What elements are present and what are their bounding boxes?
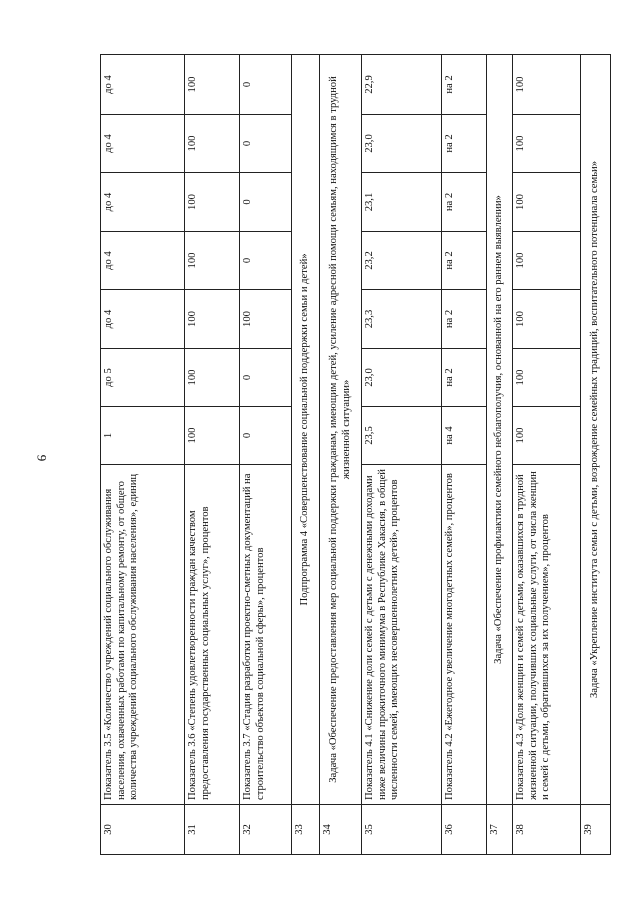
indicator-value: 22,9: [362, 55, 442, 115]
table-row: [320, 55, 362, 855]
indicator-value: 100: [513, 232, 581, 290]
indicator-value: 0: [240, 407, 292, 465]
row-number: 37: [487, 805, 513, 855]
indicator-value: 0: [240, 173, 292, 232]
indicator-label: Показатель 4.3 «Доля женщин и семей с детьми, оказавшихся в трудной жизненной ситуации, получивших социальные услуги, от числа женщин и семей с детьми, обратившихся за их получением», процентов: [513, 465, 581, 805]
indicator-value: 23,0: [362, 115, 442, 173]
table-row: [362, 55, 442, 855]
table-row: [442, 55, 487, 855]
indicator-value: до 4: [101, 55, 185, 115]
table-row: [101, 55, 185, 855]
table-row: [513, 55, 581, 855]
indicator-value: 0: [240, 115, 292, 173]
indicator-value: 100: [185, 290, 240, 349]
indicator-value: 100: [513, 55, 581, 115]
row-number: 36: [442, 805, 487, 855]
indicators-table: [100, 54, 611, 855]
row-number: 33: [292, 805, 320, 855]
indicator-value: 23,3: [362, 290, 442, 349]
indicator-value: на 2: [442, 115, 487, 173]
table-row: [581, 55, 611, 855]
indicator-value: 100: [513, 349, 581, 407]
table-row: [185, 55, 240, 855]
indicator-value: 100: [240, 290, 292, 349]
indicator-value: 100: [185, 173, 240, 232]
indicator-value: 100: [185, 349, 240, 407]
section-heading: Задача «Обеспечение предоставления мер социальной поддержки гражданам, имеющим детей, усиление адресной помощи семьям, находящимся в трудной жизненной ситуации»: [320, 55, 362, 805]
indicator-value: 100: [513, 290, 581, 349]
indicator-value: 1: [101, 407, 185, 465]
indicator-label: Показатель 4.2 «Ежегодное увеличение многодетных семей», процентов: [442, 465, 487, 805]
indicator-label: Показатель 3.6 «Степень удовлетворенности граждан качеством предоставления государственных социальных услуг», процентов: [185, 465, 240, 805]
indicator-label: Показатель 3.7 «Стадия разработки проектно-сметных документаций на строительство объектов социальной сферы», процентов: [240, 465, 292, 805]
indicator-value: на 2: [442, 173, 487, 232]
row-number: 32: [240, 805, 292, 855]
row-number: 39: [581, 805, 611, 855]
indicator-value: 23,5: [362, 407, 442, 465]
indicator-value: 23,2: [362, 232, 442, 290]
indicator-value: на 4: [442, 407, 487, 465]
indicator-value: 23,0: [362, 349, 442, 407]
indicator-value: 100: [185, 407, 240, 465]
indicator-value: 100: [185, 232, 240, 290]
indicator-value: 0: [240, 349, 292, 407]
table-row: [292, 55, 320, 855]
indicator-value: 100: [513, 407, 581, 465]
page-number: 9: [34, 454, 50, 462]
row-number: 31: [185, 805, 240, 855]
indicator-value: 0: [240, 232, 292, 290]
section-heading: Задача «Укрепление института семьи с детьми, возрождение семейных традиций, воспитательного потенциала семьи»: [581, 55, 611, 805]
indicator-value: до 4: [101, 290, 185, 349]
row-number: 38: [513, 805, 581, 855]
table-body: [101, 55, 611, 855]
table-row: [487, 55, 513, 855]
indicator-value: на 2: [442, 55, 487, 115]
table-row: [240, 55, 292, 855]
indicator-value: 0: [240, 55, 292, 115]
indicator-value: 100: [185, 55, 240, 115]
indicator-value: на 2: [442, 349, 487, 407]
indicator-value: на 2: [442, 290, 487, 349]
indicator-value: 100: [185, 115, 240, 173]
indicator-value: 100: [513, 173, 581, 232]
indicator-label: Показатель 3.5 «Количество учреждений социального обслуживания населения, охваченных работами по капитальному ремонту, от общего количества учреждений социального обслуживания населения», единиц: [101, 465, 185, 805]
indicator-value: до 4: [101, 173, 185, 232]
row-number: 34: [320, 805, 362, 855]
row-number: 30: [101, 805, 185, 855]
indicator-label: Показатель 4.1 «Снижение доли семей с детьми с денежными доходами ниже величины прожиточного минимума в Республике Хакасия, в общей численности семей, имеющих несовершеннолетних детей», процентов: [362, 465, 442, 805]
indicator-value: 100: [513, 115, 581, 173]
indicator-value: до 4: [101, 232, 185, 290]
section-heading: Задача «Обеспечение профилактики семейного неблагополучия, основанной на его раннем выявлении»: [487, 55, 513, 805]
indicator-value: до 5: [101, 349, 185, 407]
section-heading: Подпрограмма 4 «Совершенствование социальной поддержки семьи и детей»: [292, 55, 320, 805]
rotated-table-wrapper: [100, 55, 601, 855]
indicator-value: 23,1: [362, 173, 442, 232]
row-number: 35: [362, 805, 442, 855]
indicator-value: до 4: [101, 115, 185, 173]
indicator-value: на 2: [442, 232, 487, 290]
